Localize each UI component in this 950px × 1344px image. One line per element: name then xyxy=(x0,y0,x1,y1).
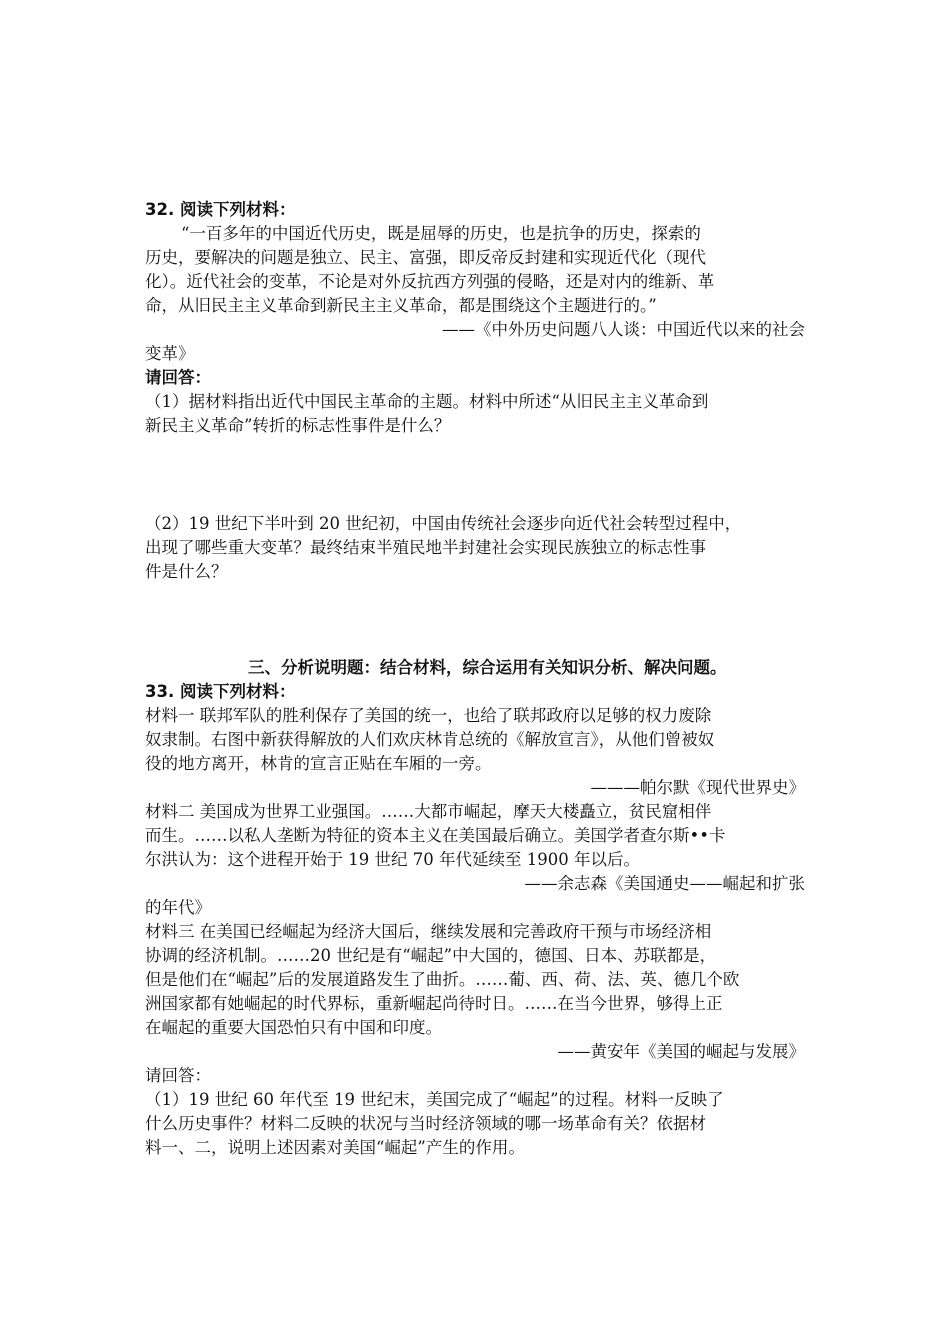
q33-material2-line: 材料二 美国成为世界工业强国。……大都市崛起，摩天大楼矗立，贫民窟相伴 xyxy=(145,802,712,821)
question-33-title: 33. 阅读下列材料： xyxy=(145,682,296,701)
q32-quote-line: “一百多年的中国近代历史，既是屈辱的历史，也是抗争的历史，探索的 xyxy=(181,224,701,243)
q33-material1-line: 材料一 联邦军队的胜利保存了美国的统一，也给了联邦政府以足够的权力废除 xyxy=(145,706,712,725)
q32-quote-line: 历史，要解决的问题是独立、民主、富强，即反帝反封建和实现近代化（现代 xyxy=(145,248,706,267)
q33-material3-source: ——黄安年《美国的崛起与发展》 xyxy=(557,1042,805,1061)
q32-source-line: ——《中外历史问题八人谈：中国近代以来的社会 xyxy=(442,320,805,339)
q33-material2-source: 的年代》 xyxy=(145,898,211,917)
q33-material1-source: ———帕尔默《现代世界史》 xyxy=(590,778,805,797)
q32-part1-line: （1）据材料指出近代中国民主革命的主题。材料中所述“从旧民主主义革命到 xyxy=(145,392,709,411)
q32-source-line: 变革》 xyxy=(145,344,195,363)
q33-material3-line: 协调的经济机制。……20 世纪是有“崛起”中大国的，德国、日本、苏联都是， xyxy=(145,946,717,965)
exam-page xyxy=(145,198,805,1160)
q32-part2-line: 出现了哪些重大变革？最终结束半殖民地半封建社会实现民族独立的标志性事 xyxy=(145,538,706,557)
q32-quote-line: 命，从旧民主主义革命到新民主主义革命，都是围绕这个主题进行的。” xyxy=(145,296,657,315)
q33-material3-line: 材料三 在美国已经崛起为经济大国后，继续发展和完善政府干预与市场经济相 xyxy=(145,922,712,941)
q33-part1-line: （1）19 世纪 60 年代至 19 世纪末，美国完成了“崛起”的过程。材料一反映了 xyxy=(145,1090,724,1109)
q33-answer-label: 请回答： xyxy=(145,1066,211,1085)
q33-material2-line: 而生。……以私人垄断为特征的资本主义在美国最后确立。美国学者查尔斯••卡 xyxy=(145,826,726,845)
q33-material3-line: 但是他们在“崛起”后的发展道路发生了曲折。……葡、西、荷、法、英、德几个欧 xyxy=(145,970,740,989)
answer-space xyxy=(145,438,805,512)
q33-part1-line: 料一、二，说明上述因素对美国“崛起”产生的作用。 xyxy=(145,1138,525,1157)
q33-material1-line: 役的地方离开，林肯的宣言正贴在车厢的一旁。 xyxy=(145,754,492,773)
q32-quote-line: 化）。近代社会的变革，不论是对外反抗西方列强的侵略，还是对内的维新、革 xyxy=(145,272,715,291)
q33-material3-line: 在崛起的重要大国恐怕只有中国和印度。 xyxy=(145,1018,442,1037)
section-3-heading: 三、分析说明题：结合材料，综合运用有关知识分析、解决问题。 xyxy=(248,658,727,677)
q32-answer-label: 请回答： xyxy=(145,368,211,387)
q32-part1-line: 新民主义革命”转折的标志性事件是什么？ xyxy=(145,416,451,435)
q33-material2-source: ——余志森《美国通史——崛起和扩张 xyxy=(524,874,805,893)
q32-part2-line: （2）19 世纪下半叶到 20 世纪初，中国由传统社会逐步向近代社会转型过程中， xyxy=(145,514,742,533)
q33-part1-line: 什么历史事件？材料二反映的状况与当时经济领域的哪一场革命有关？依据材 xyxy=(145,1114,706,1133)
q33-material3-line: 洲国家都有她崛起的时代界标，重新崛起尚待时日。……在当今世界，够得上正 xyxy=(145,994,723,1013)
question-32-title: 32. 阅读下列材料： xyxy=(145,200,296,219)
q32-part2-line: 件是什么？ xyxy=(145,562,228,581)
q33-material2-line: 尔洪认为：这个进程开始于 19 世纪 70 年代延续至 1900 年以后。 xyxy=(145,850,640,869)
q33-material1-line: 奴隶制。右图中新获得解放的人们欢庆林肯总统的《解放宣言》，从他们曾被奴 xyxy=(145,730,715,749)
answer-space xyxy=(145,584,805,656)
